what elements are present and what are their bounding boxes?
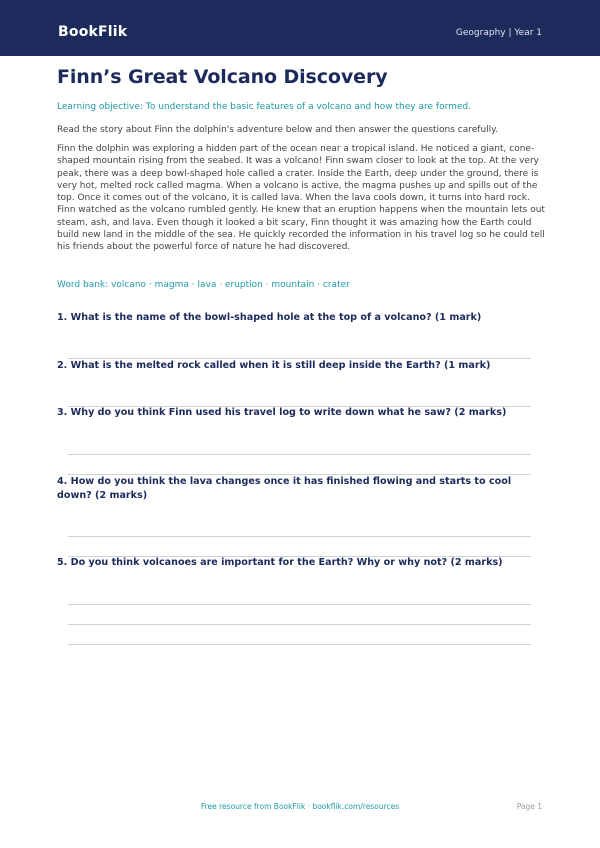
intro-text: Read the story about Finn the dolphin's adventure below and then answer the questions carefully. <box>57 125 499 135</box>
story-text: Finn the dolphin was exploring a hidden part of the ocean near a tropical island. He noticed a giant, cone-shaped mountain rising from the seabed. It was a volcano! Finn swam closer to look at the top. At the very peak, there was a deep bowl-shaped hole called a crater. Inside the Earth, deep under the ground, there is very hot, melted rock called magma. When a volcano is active, the magma pushes up and spills out of the top. Once it comes out of the volcano, it is called lava. When the lava cools down, it turns into hard rock. Finn watched as the volcano rumbled gently. He knew that an eruption happens when the mountain lets out steam, ash, and lava. Even though it looked a bit scary, Finn thought it was amazing how the Earth could build new land in the middle of the sea. He quickly recorded the information in his travel log so he could tell his friends about the powerful force of nature he had discovered. <box>57 144 545 253</box>
learning-objective: Learning objective: To understand the basic features of a volcano and how they are formed. <box>57 102 471 112</box>
subject-year-label: Geography | Year 1 <box>455 28 542 38</box>
answer-line-5b[interactable] <box>68 624 531 625</box>
question-5: 5. Do you think volcanoes are important for the Earth? Why or why not? (2 marks) <box>57 557 503 568</box>
answer-line-3a[interactable] <box>68 454 531 455</box>
answer-line-5c[interactable] <box>68 644 531 645</box>
answer-line-5a[interactable] <box>68 604 531 605</box>
word-bank: Word bank: volcano · magma · lava · eruption · mountain · crater <box>57 280 350 290</box>
brand-logo[interactable]: BookFlik <box>58 24 128 40</box>
question-3: 3. Why do you think Finn used his travel log to write down what he saw? (2 marks) <box>57 407 507 418</box>
page-title: Finn’s Great Volcano Discovery <box>57 66 388 88</box>
question-4: 4. How do you think the lava changes once it has finished flowing and starts to cool down? (2 marks) <box>57 476 512 501</box>
page-number: Page 1 <box>516 802 542 811</box>
question-2: 2. What is the melted rock called when it is still deep inside the Earth? (1 mark) <box>57 360 491 371</box>
answer-line-4a[interactable] <box>68 536 531 537</box>
header-bar <box>0 0 600 56</box>
footer-resource-link[interactable]: Free resource from BookFlik · bookflik.com/resources <box>200 802 400 811</box>
question-1: 1. What is the name of the bowl-shaped hole at the top of a volcano? (1 mark) <box>57 312 482 323</box>
